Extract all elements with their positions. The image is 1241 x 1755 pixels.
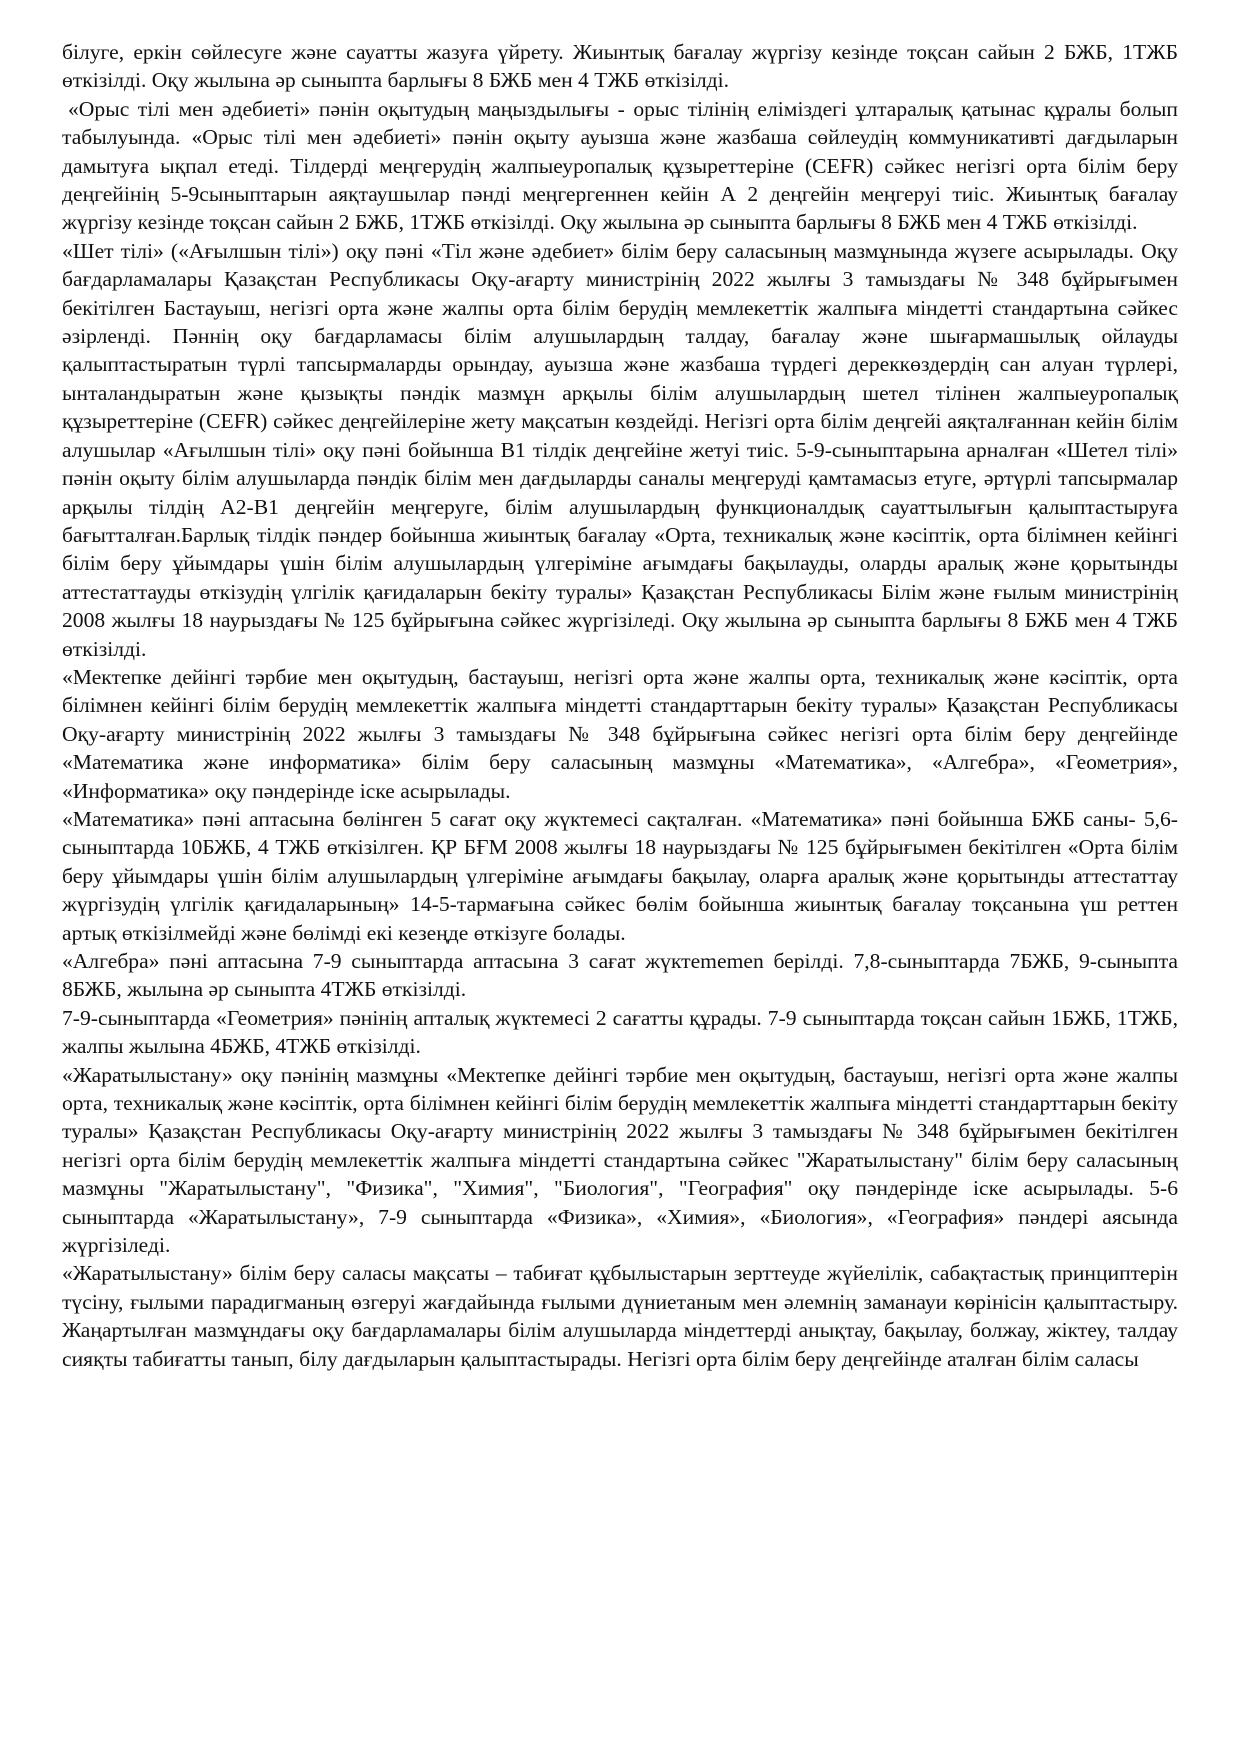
paragraph-7: 7-9-сыныптарда «Геометрия» пәнінің апталық жүктемесі 2 сағатты құрады. 7-9 сыныптарда тоқсан сайын 1БЖБ, 1ТЖБ, жалпы жылына 4БЖБ, 4ТЖБ өткізілді. — [62, 1005, 1178, 1059]
paragraph-6: «Алгебра» пәні аптасына 7-9 сыныптарда аптасына 3 сағат жүктememen берілді. 7,8-сыныптарда 7БЖБ, 9-сыныпта 8БЖБ, жылына әр сыныпта 4ТЖБ өткізілді. — [62, 949, 1178, 1002]
paragraph-8: «Жаратылыстану» оқу пәнінің мазмұны «Мектепке дейінгі тәрбие мен оқытудың, бастауыш, негізгі орта және жалпы орта, техникалық және кәсіптік, орта білімнен кейінгі білім берудің мемлекеттік жалпыға міндетті стандарттарын бекіту туралы» Қазақстан Республикасы Оқу-ағарту министрінің 2022 жылғы 3 тамыздағы № 348 бұйрығымен бекітілген негізгі орта білім берудің мемлекеттік жалпыға міндетті стандартына сәйкес "Жаратылыстану" білім беру саласының мазмұны "Жаратылыстану", "Физика", "Химия", "Биология", "География" оқу пәндерінде іске асырылады. 5-6 сыныптарда «Жаратылыстану», 7-9 сыныптарда «Физика», «Химия», «Биология», «География» пәндері аясында жүргізіледі. — [62, 1062, 1178, 1258]
document-page — [62, 38, 1178, 1373]
paragraph-2: «Орыс тілі мен әдебиеті» пәнін оқытудың маңыздылығы - орыс тілінің еліміздегі ұлтаралық қатынас құралы болып табылуында. «Орыс тілі мен әдебиеті» пәнін оқыту ауызша және жазбаша сөйлеудің коммуникативті дағдыларын дамытуға ықпал етеді. Тілдерді меңгерудің жалпыеуропалық құзыреттеріне (CEFR) сәйкес негізгі орта білім беру деңгейінің 5-9сыныптарын аяқтаушылар пәнді меңгергеннен кейін А 2 деңгейін меңгеруі тиіс. Жиынтық бағалау жүргізу кезінде тоқсан сайын 2 БЖБ, 1ТЖБ өткізілді. Оқу жылына әр сыныпта барлығы 8 БЖБ мен 4 ТЖБ өткізілді. — [62, 96, 1178, 235]
paragraph-9: «Жаратылыстану» білім беру саласы мақсаты – табиғат құбылыстарын зерттеуде жүйелілік, сабақтастық принциптерін түсіну, ғылыми парадигманың өзгеруі жағдайында ғылыми дүниетаным мен әлемнің заманауи көрінісін қалыптастыру. Жаңартылған мазмұндағы оқу бағдарламалары білім алушыларда міндеттерді анықтау, бақылау, болжау, жіктеу, талдау сияқты табиғатты танып, білу дағдыларын қалыптастырады. Негізгі орта білім беру деңгейінде аталған білім саласы — [62, 1261, 1178, 1371]
paragraph-3: «Шет тілі» («Ағылшын тілі») оқу пәні «Тіл және әдебиет» білім беру саласының мазмұнында жүзеге асырылады. Оқу бағдарламалары Қазақстан Республикасы Оқу-ағарту министрінің 2022 жылғы 3 тамыздағы № 348 бұйрығымен бекітілген Бастауыш, негізгі орта және жалпы орта білім берудің мемлекеттік жалпыға міндетті стандартына сәйкес әзірленді. Пәннің оқу бағдарламасы білім алушылардың талдау, бағалау және шығармашылық ойлауды қалыптастыратын түрлі тапсырмаларды орындау, ауызша және жазбаша түрдегі дереккөздердің сан алуан түрлері, ынталандыратын және қызықты пәндік мазмұн арқылы білім алушылардың шетел тілінен жалпыеуропалық құзыреттеріне (CEFR) сәйкес деңгейілеріне жету мақсатын көздейді. Негізгі орта білім деңгейі аяқталғаннан кейін білім алушылар «Ағылшын тілі» оқу пәні бойынша B1 тілдік деңгейіне жетуі тиіс. 5-9-сыныптарына арналған «Шетел тілі» пәнін оқыту білім алушыларда пәндік білім мен дағдыларды саналы меңгеруді қамтамасыз етуге, әртүрлі тапсырмалар арқылы тілдің A2-B1 деңгейін меңгеруге, білім алушылардың функционалдық сауаттылығын қалыптастыруға бағытталған.Барлық тілдік пәндер бойынша жиынтық бағалау «Орта, техникалық және кәсіптік, орта білімнен кейінгі білім беру ұйымдары үшін білім алушылардың үлгеріміне ағымдағы бақылауды, оларды аралық және қорытынды аттестаттауды өткізудің үлгілік қағидаларын бекіту туралы» Қазақстан Республикасы Білім және ғылым министрінің 2008 жылғы 18 наурыздағы № 125 бұйрығына сәйкес жүргізіледі. Оқу жылына әр сыныпта барлығы 8 БЖБ мен 4 ТЖБ өткізілді. — [62, 238, 1178, 661]
paragraph-4: «Мектепке дейінгі тәрбие мен оқытудың, бастауыш, негізгі орта және жалпы орта, техникалық және кәсіптік, орта білімнен кейінгі білім берудің мемлекеттік жалпыға міндетті стандарттарын бекіту туралы» Қазақстан Республикасы Оқу-ағарту министрінің 2022 жылғы 3 тамыздағы № 348 бұйрығына сәйкес негізгі орта білім беру деңгейінде «Математика және информатика» білім беру саласының мазмұны «Математика», «Алгебра», «Геометрия», «Информатика» оқу пәндерінде іске асырылады. — [62, 664, 1178, 803]
paragraph-1: білуге, еркін сөйлесуге және сауатты жазуға үйрету. Жиынтық бағалау жүргізу кезінде тоқсан сайын 2 БЖБ, 1ТЖБ өткізілді. Оқу жылына әр сыныпта барлығы 8 БЖБ мен 4 ТЖБ өткізілді. — [62, 40, 1178, 93]
paragraph-5: «Математика» пәні аптасына бөлінген 5 сағат оқу жүктемесі сақталған. «Математика» пәні бойынша БЖБ саны- 5,6-сыныптарда 10БЖБ, 4 ТЖБ өткізілген. ҚР БҒМ 2008 жылғы 18 наурыздағы № 125 бұйрығымен бекітілген «Орта білім беру ұйымдары үшін білім алушылардың үлгеріміне ағымдағы бақылау, оларға аралық және қорытынды аттестаттау жүргізудің үлгілік қағидаларының» 14-5-тармағына сәйкес бөлім бойынша жиынтық бағалау тоқсанына үш реттен артық өткізілмейді және бөлімді екі кезеңде өткізуге болады. — [62, 806, 1178, 945]
